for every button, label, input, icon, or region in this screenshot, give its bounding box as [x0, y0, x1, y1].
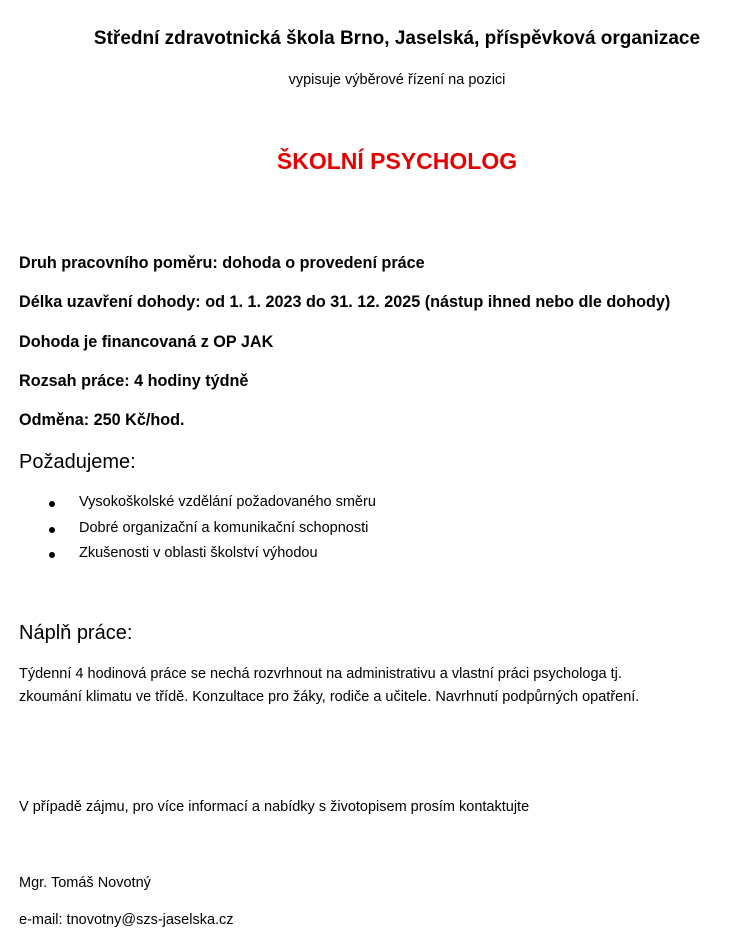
- job-content-line-2: zkoumání klimatu ve třídě. Konzultace pro žáky, rodiče a učitele. Navrhnutí podpůrných opatření.: [19, 689, 640, 705]
- contact-name: Mgr. Tomáš Novotný: [19, 875, 151, 891]
- job-content-heading: Náplň práce:: [19, 622, 133, 644]
- fact-contract-duration: Délka uzavření dohody: od 1. 1. 2023 do 31. 12. 2025 (nástup ihned nebo dle dohody): [19, 293, 671, 311]
- announcement-subtitle: vypisuje výběrové řízení na pozici: [288, 72, 506, 88]
- bullet-icon: [49, 501, 55, 507]
- contact-intro: V případě zájmu, pro více informací a nabídky s životopisem prosím kontaktujte: [19, 799, 530, 815]
- fact-work-scope: Rozsah práce: 4 hodiny týdně: [19, 372, 249, 390]
- requirement-text: Dobré organizační a komunikační schopnosti: [79, 519, 369, 536]
- fact-salary: Odměna: 250 Kč/hod.: [19, 411, 185, 429]
- requirement-text: Vysokoškolské vzdělání požadovaného směru: [79, 494, 376, 510]
- bullet-icon: [49, 527, 55, 533]
- fact-employment-type: Druh pracovního poměru: dohoda o provedení práce: [19, 254, 425, 272]
- job-content-line-1: Týdenní 4 hodinová práce se nechá rozvrhnout na administrativu a vlastní práci psychologa tj.: [19, 666, 622, 682]
- requirement-text: Zkušenosti v oblasti školství výhodou: [79, 545, 318, 561]
- position-title: ŠKOLNÍ PSYCHOLOG: [276, 148, 518, 174]
- requirements-heading: Požadujeme:: [19, 451, 136, 473]
- bullet-icon: [49, 552, 55, 558]
- contact-email: e-mail: tnovotny@szs-jaselska.cz: [19, 912, 234, 928]
- fact-funding: Dohoda je financovaná z OP JAK: [19, 333, 274, 351]
- organization-name: Střední zdravotnická škola Brno, Jaselská, příspěvková organizace: [93, 28, 701, 49]
